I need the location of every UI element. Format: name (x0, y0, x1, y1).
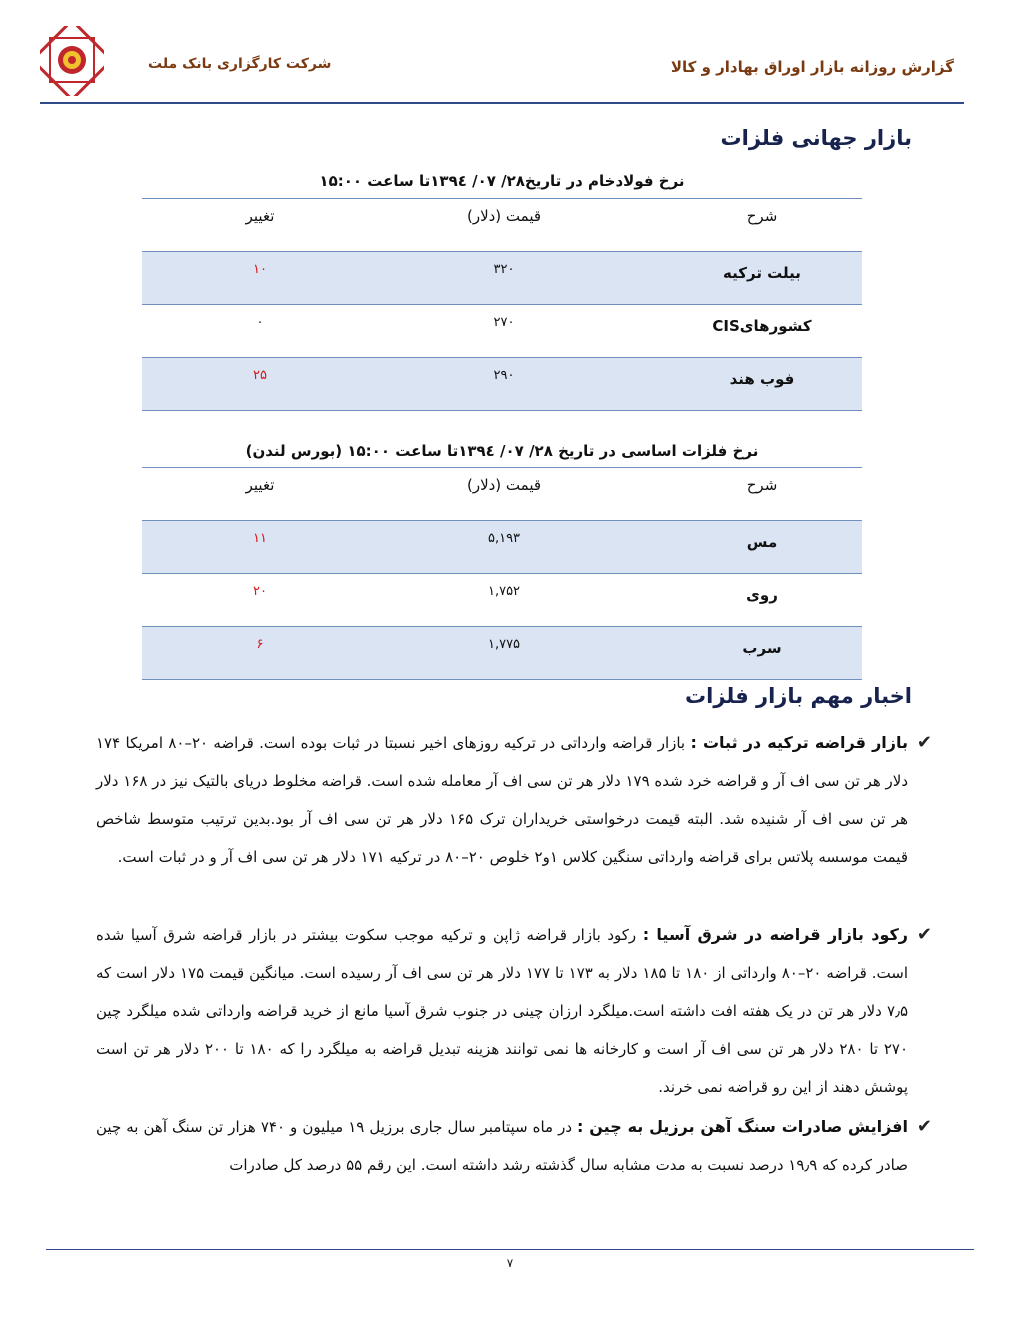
row-desc: فوب هند (729, 370, 795, 388)
news-heading: رکود بازار قراضه در شرق آسیا : (642, 925, 909, 944)
page-number: ۷ (506, 1256, 514, 1270)
header-change: تغییر (245, 476, 275, 494)
table-row (142, 627, 862, 680)
row-change: ۲۵ (253, 368, 267, 383)
row-change: ۱۱ (253, 531, 267, 546)
header-change: تغییر (245, 207, 275, 225)
table-row (142, 521, 862, 574)
header-price: قیمت (دلار) (466, 476, 542, 494)
row-price: ۱,۷۵۲ (487, 584, 521, 599)
header-desc: شرح (746, 476, 778, 494)
table-row (142, 358, 862, 411)
section-title-metals-news: اخبار مهم بازار فلزات (685, 684, 912, 708)
row-price: ۳۲۰ (493, 262, 515, 277)
row-change: ۰ (256, 315, 264, 330)
check-icon: ✔ (916, 924, 932, 945)
header-desc: شرح (746, 207, 778, 225)
section-title-world-metals: بازار جهانی فلزات (720, 126, 912, 150)
news-body: در ماه سپتامبر سال جاری برزیل ۱۹ میلیون و ۷۴۰ هزار تن سنگ آهن به چین صادر کرده که ۱۹٫۹ درصد نسبت به مدت مشابه سال گذشته رشد داشته است. این رقم ۵۵ درصد کل صادرات (96, 1118, 908, 1174)
base-metals-price-table (142, 467, 862, 680)
page-header (0, 0, 1020, 110)
row-price: ۲۹۰ (493, 368, 515, 383)
table-row (142, 574, 862, 627)
check-icon: ✔ (916, 1116, 932, 1137)
row-change: ۲۰ (253, 584, 267, 599)
footer-divider (46, 1249, 974, 1250)
check-icon: ✔ (916, 732, 932, 753)
news-item (96, 916, 932, 1106)
row-price: ۱,۷۷۵ (487, 637, 521, 652)
bank-mellat-logo-icon (40, 26, 104, 96)
row-desc: بیلت ترکیه (723, 264, 801, 282)
table-header-row (142, 468, 862, 521)
header-price: قیمت (دلار) (466, 207, 542, 225)
news-heading: بازار قراضه ترکیه در ثبات : (690, 733, 909, 752)
news-body: رکود بازار قراضه ژاپن و ترکیه موجب سکوت بیشتر در بازار قراضه شرق آسیا شده است. قراضه ۲۰–۸۰ وارداتی از ۱۸۰ تا ۱۸۵ دلار به ۱۷۳ تا ۱۷۷ دلار هر تن سی اف آر رسیده است. میانگین قیمت ۱۷۵ دلار است که ۷٫۵ دلار هر تن در یک هفته افت داشته است.میلگرد ارزان چینی در جنوب شرق آسیا مانع از خرید قراضه وارداتی شده میلگرد چین ۲۷۰ تا ۲۸۰ دلار هر تن سی اف آر است و کارخانه ها نمی توانند هزینه تبدیل قراضه به میلگرد را که ۱۸۰ تا ۲۰۰ دلار هر تن است پوشش دهند از این رو قراضه نمی خرند. (96, 926, 909, 1096)
row-desc: روی (746, 586, 778, 604)
news-item (96, 1108, 932, 1184)
steel-price-table (142, 198, 862, 411)
table-header-row (142, 199, 862, 252)
row-price: ۵,۱۹۳ (487, 531, 521, 546)
table-row (142, 252, 862, 305)
news-body: بازار قراضه وارداتی در ترکیه روزهای اخیر نسبتا در ثبات بوده است. قراضه ۲۰–۸۰ امریکا ۱۷۴ دلار هر تن سی اف آر و قراضه خرد شده ۱۷۹ دلار هر تن سی اف آر معامله شده است. قراضه مخلوط دریای بالتیک نیز در ۱۶۸ دلار هر تن سی اف آر شنیده شد. البته قیمت درخواستی خریداران ترک ۱۶۵ دلار هر تن سی اف آر بود.بدین ترتیب متوسط شاخص قیمت موسسه پلاتس برای قراضه وارداتی سنگین کلاس ۱و۲ خلوص ۲۰–۸۰ در ترکیه ۱۷۱ دلار هر تن سی اف آر و در ثبات است. (96, 734, 909, 866)
header-divider (40, 102, 964, 104)
row-change: ۱۰ (253, 262, 267, 277)
row-price: ۲۷۰ (493, 315, 515, 330)
row-desc: سرب (742, 639, 782, 657)
news-heading: افزایش صادرات سنگ آهن برزیل به چین : (577, 1117, 909, 1136)
company-name: شرکت کارگزاری بانک ملت (148, 56, 332, 72)
table-row (142, 305, 862, 358)
news-item (96, 724, 932, 876)
row-desc: مس (746, 533, 778, 551)
base-metals-table-title: نرخ فلزات اساسی در تاریخ ۲۸/ ۰۷/ ۱۳۹٤تا ساعت ۱۵:۰۰ (بورس لندن) (245, 442, 759, 460)
report-title: گزارش روزانه بازار اوراق بهادار و کالا (670, 58, 954, 76)
row-desc: کشورهایCIS (712, 317, 812, 335)
steel-table-title: نرخ فولادخام در تاریخ۲۸/ ۰۷/ ۱۳۹٤تا ساعت ۱۵:۰۰ (319, 172, 685, 190)
row-change: ۶ (256, 637, 264, 652)
